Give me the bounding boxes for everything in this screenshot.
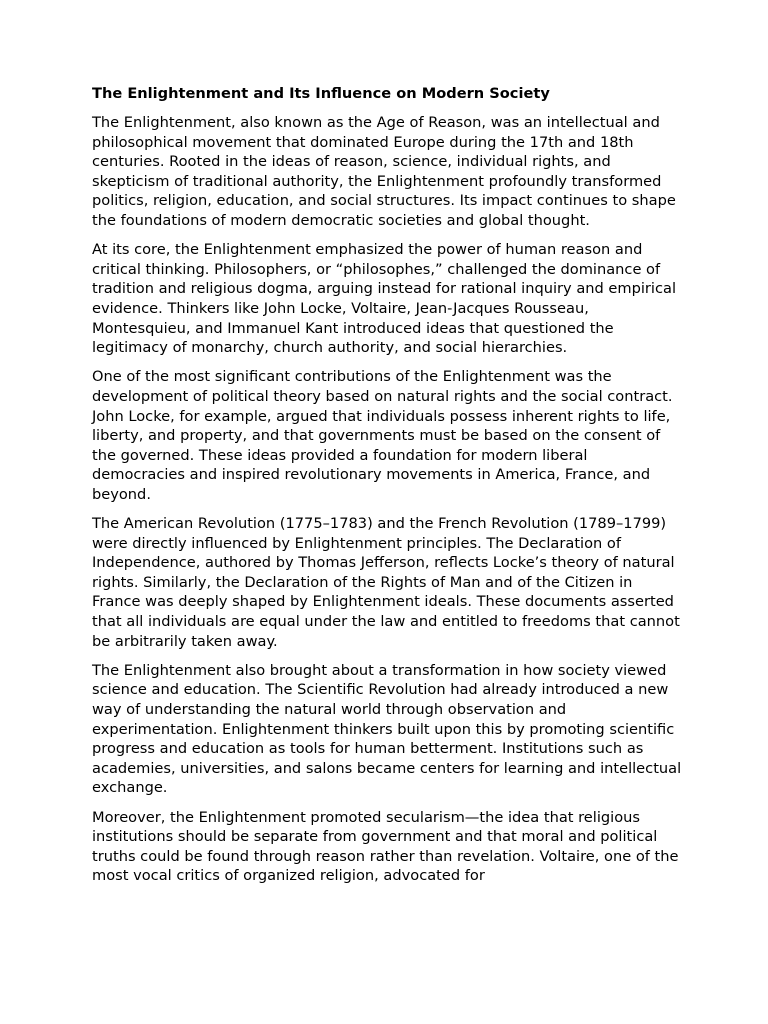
document-title: The Enlightenment and Its Influence on Modern Society: [92, 85, 550, 102]
paragraph-6: Moreover, the Enlightenment promoted secularism—the idea that religious institutions should be separate from government and that moral and political truths could be found through reason rather than revelation. Voltaire, one of the most vocal critics of organized religion, advocated for: [92, 808, 679, 885]
paragraph-1: The Enlightenment, also known as the Age of Reason, was an intellectual and philosophical movement that dominated Europe during the 17th and 18th centuries. Rooted in the ideas of reason, science, individual rights, and skepticism of traditional authority, the Enlightenment profoundly transformed politics, religion, education, and social structures. Its impact continues to shape the foundations of modern democratic societies and global thought.: [92, 114, 676, 229]
paragraph-3: One of the most significant contributions of the Enlightenment was the development of political theory based on natural rights and the social contract. John Locke, for example, argued that individuals possess inherent rights to life, liberty, and property, and that governments must be based on the consent of the governed. These ideas provided a foundation for modern liberal democracies and inspired revolutionary movements in America, France, and beyond.: [92, 368, 673, 503]
document-body: [92, 84, 682, 896]
paragraph-5: The Enlightenment also brought about a transformation in how society viewed science and education. The Scientific Revolution had already introduced a new way of understanding the natural world through observation and experimentation. Enlightenment thinkers built upon this by promoting scientific progress and education as tools for human betterment. Institutions such as academies, universities, and salons became centers for learning and intellectual exchange.: [92, 661, 682, 797]
paragraph-2: At its core, the Enlightenment emphasized the power of human reason and critical thinking. Philosophers, or “philosophes,” challenged the dominance of tradition and religious dogma, arguing instead for rational inquiry and empirical evidence. Thinkers like John Locke, Voltaire, Jean-Jacques Rousseau, Montesquieu, and Immanuel Kant introduced ideas that questioned the legitimacy of monarchy, church authority, and social hierarchies.: [92, 241, 676, 357]
paragraph-4: The American Revolution (1775–1783) and the French Revolution (1789–1799) were directly influenced by Enlightenment principles. The Declaration of Independence, authored by Thomas Jefferson, reflects Locke’s theory of natural rights. Similarly, the Declaration of the Rights of Man and of the Citizen in France was deeply shaped by Enlightenment ideals. These documents asserted that all individuals are equal under the law and entitled to freedoms that cannot be arbitrarily taken away.: [92, 515, 680, 650]
